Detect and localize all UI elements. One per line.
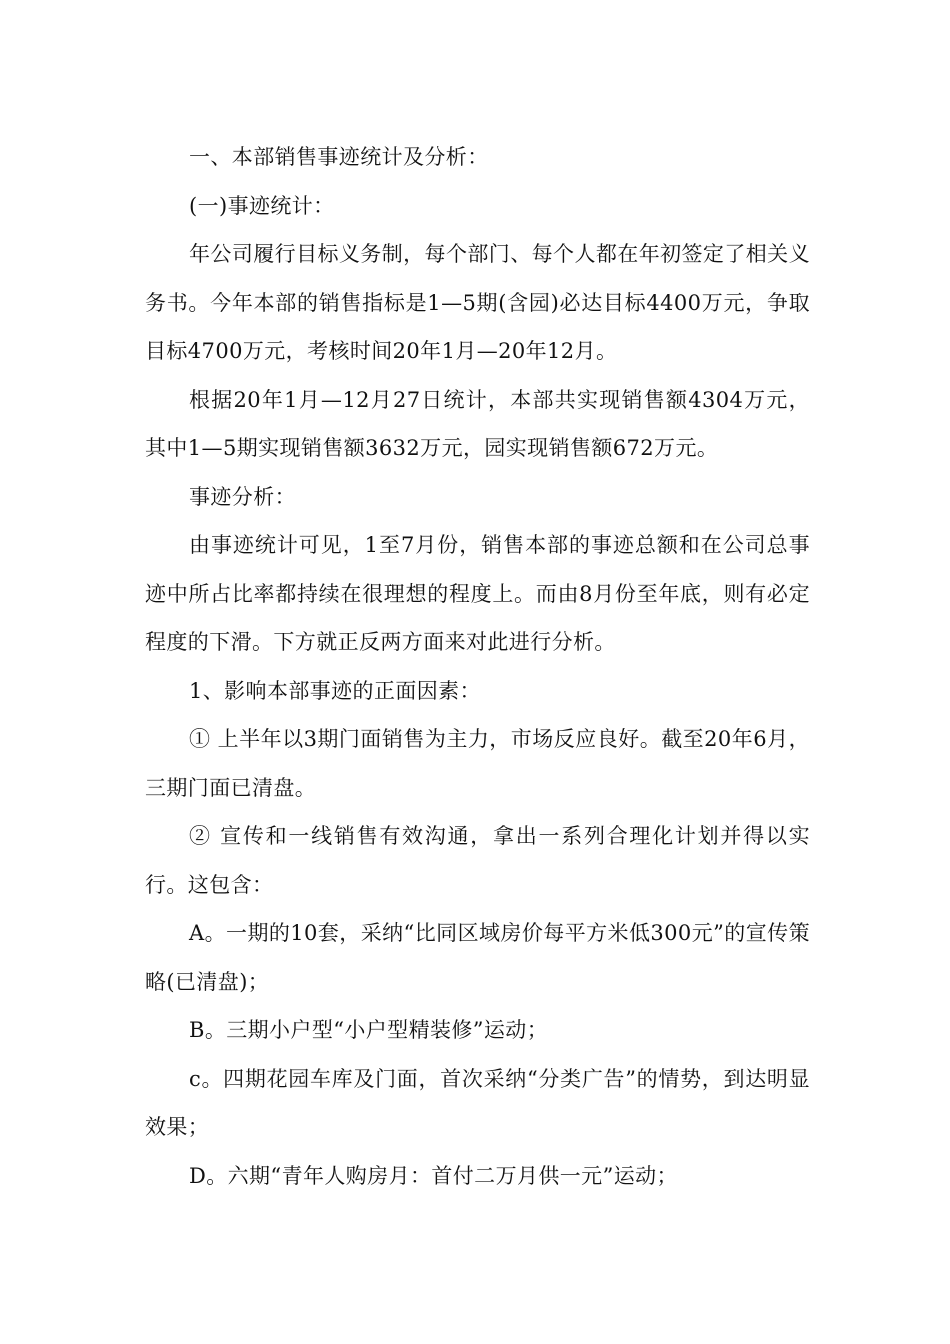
list-item-factor-2: ② 宣传和一线销售有效沟通，拿出一系列合理化计划并得以实行。这包含： bbox=[145, 824, 810, 897]
subsection-heading-analysis: 事迹分析： bbox=[189, 484, 296, 509]
paragraph-statistics: 根据20年1月—12月27日统计，本部共实现销售额4304万元，其中1—5期实现销售额3632万元，园实现销售额672万元。 bbox=[145, 387, 810, 460]
list-item-measure-c: c。四期花园车库及门面，首次采纳“分类广告”的情势，到达明显效果； bbox=[145, 1066, 810, 1139]
list-item-measure-d: D。六期“青年人购房月：首付二万月供一元”运动； bbox=[189, 1163, 678, 1188]
subsection-heading: (一)事迹统计： bbox=[189, 193, 335, 218]
paragraph-analysis: 由事迹统计可见，1至7月份，销售本部的事迹总额和在公司总事迹中所占比率都持续在很理想的程度上。而由8月份至年底，则有必定程度的下滑。下方就正反两方面来对此进行分析。 bbox=[145, 533, 810, 654]
list-item-factor-1: ① 上半年以3期门面销售为主力，市场反应良好。截至20年6月，三期门面已清盘。 bbox=[145, 727, 810, 800]
list-item-measure-b: B。三期小户型“小户型精装修”运动； bbox=[189, 1018, 549, 1042]
list-item-measure-a: A。一期的10套，采纳“比同区域房价每平方米低300元”的宣传策略(已清盘)； bbox=[145, 921, 810, 994]
paragraph-target: 年公司履行目标义务制，每个部门、每个人都在年初签定了相关义务书。今年本部的销售指标是1—5期(含园)必达目标4400万元，争取目标4700万元，考核时间20年1月—20年12月。 bbox=[145, 242, 810, 363]
section-heading: 一、本部销售事迹统计及分析： bbox=[189, 145, 489, 169]
list-heading-positive-factors: 1、影响本部事迹的正面因素： bbox=[189, 678, 481, 703]
